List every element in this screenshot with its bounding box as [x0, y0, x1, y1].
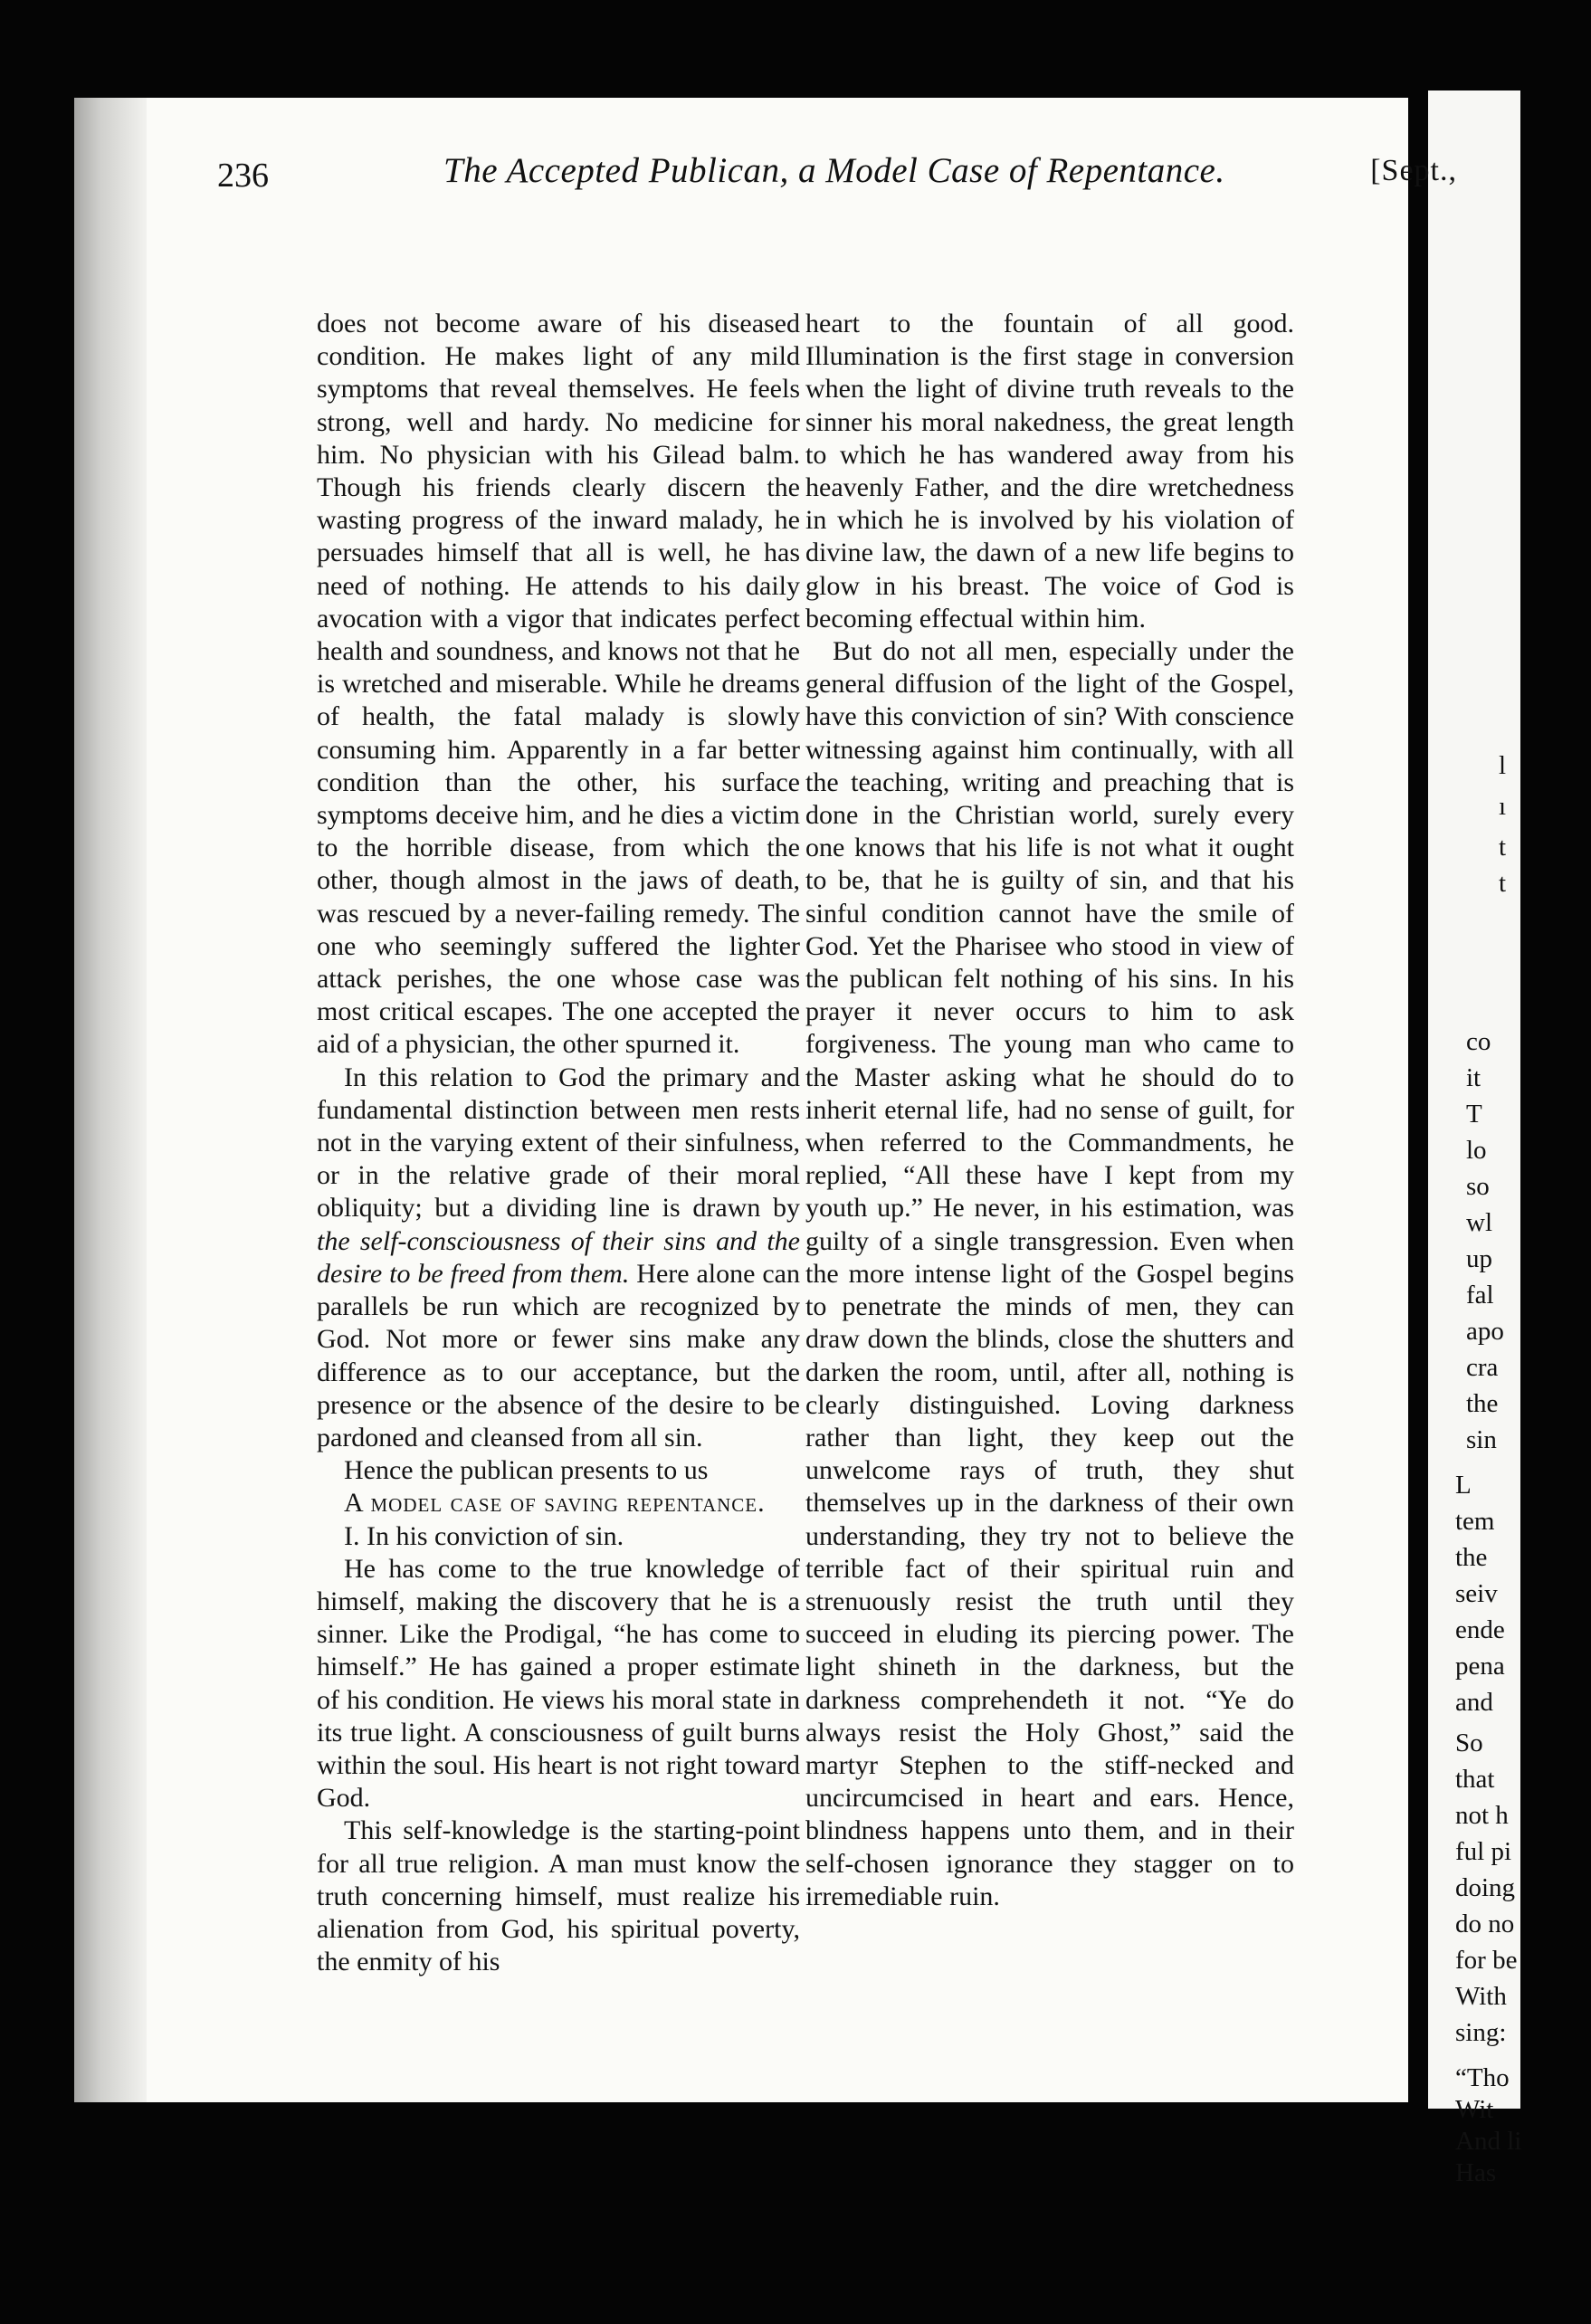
- gutter-shadow: [74, 98, 147, 2102]
- paragraph: does not become aware of his diseased condition. He makes light of any mild symptoms that reveal themselves. He feels strong, well and hardy. No medicine for him. No physician with his Gilead balm. Though his friends clearly discern the wasting progress of the inward malady, he persuades himself that all is well, he has need of nothing. He attends to his daily avocation with a vigor that indicates perfect health and soundness, and knows not that he is wretched and miserable. While he dreams of health, the fatal malady is slowly consuming him. Apparently in a far better condition than the other, his surface symptoms deceive him, and he dies a victim to the horrible disease, from which the other, though almost in the jaws of death, was rescued by a never-failing remedy. The one who seemingly suffered the lighter attack perishes, the one whose case was most critical escapes. The one accepted the aid of a physician, the other spurned it.: [317, 309, 800, 1060]
- facing-page-fragment: Has: [1455, 2158, 1497, 2187]
- facing-page-fragment: tem: [1455, 1507, 1495, 1536]
- right-column: [805, 308, 1294, 1913]
- facing-page-fragment: for be: [1455, 1946, 1518, 1975]
- paragraph: This self-knowledge is the starting-point for all true religion. A man must know the truth concerning himself, must realize his alienation from God, his spiritual poverty, the enmity of his: [317, 1815, 800, 1977]
- paragraph-text: Here alone can parallels be run which are recognized by God. Not more or fewer sins make any difference as to our acceptance, but the presence or the absence of the desire to be pardoned and cleansed from all sin.: [317, 1258, 800, 1452]
- facing-page-fragment: With: [1455, 1982, 1507, 2011]
- facing-page-fragment: ful pi: [1455, 1837, 1512, 1866]
- running-header: [217, 150, 1457, 205]
- facing-page-fragment: fal: [1466, 1281, 1494, 1310]
- subheading: I. In his conviction of sin.: [344, 1520, 624, 1551]
- facing-page-fragment: seiv: [1455, 1579, 1498, 1608]
- facing-page-fragment: up: [1466, 1244, 1492, 1273]
- paragraph: [317, 1062, 800, 1454]
- facing-page-fragment: pena: [1455, 1652, 1505, 1681]
- facing-page-fragment: L: [1455, 1471, 1472, 1500]
- facing-page-fragment: wl: [1466, 1208, 1492, 1237]
- facing-page-fragment: do no: [1455, 1910, 1515, 1938]
- facing-page-fragment: ende: [1455, 1615, 1505, 1644]
- running-title: The Accepted Publican, a Model Case of Repentance.: [443, 151, 1225, 190]
- facing-page-fragment: the: [1455, 1543, 1488, 1572]
- running-month: [Sept.,: [1370, 154, 1457, 187]
- facing-page-fragment: not h: [1455, 1801, 1509, 1830]
- paragraph: Hence the publican presents to us: [344, 1455, 709, 1486]
- facing-page-fragment: doing: [1455, 1873, 1516, 1902]
- facing-page-fragment: T: [1466, 1100, 1482, 1129]
- facing-page-fragment: so: [1466, 1172, 1490, 1201]
- paragraph: But do not all men, especially under the general diffusion of the light of the Gospel, have this conviction of sin? With conscience witnessing against him continually, with all the teaching, writing and preaching that is done in the Christian world, surely every one knows that his life is not what it ought to be, that he is guilty of sin, and that his sinful condition cannot have the smile of God. Yet the Pharisee who stood in view of the publican felt nothing of his sins. In his prayer it never occurs to him to ask forgiveness. The young man who came to the Master asking what he should do to inherit eternal life, had no sense of guilt, for when referred to the Commandments, he replied, “All these have I kept from my youth up.” He never, in his estimation, was guilty of a single transgression. Even when the more intense light of the Gospel begins to penetrate the minds of men, they can draw down the blinds, close the shutters and darken the room, until, after all, nothing is clearly distinguished. Loving darkness rather than light, they keep out the unwelcome rays of truth, they shut themselves up in the darkness of their own understanding, they try not to believe the terrible fact of their spiritual ruin and strenuously resist the truth until they succeed in eluding its piercing power. The light shineth in the darkness, but the darkness comprehendeth it not. “Ye do always resist the Holy Ghost,” said the martyr Stephen to the stiff-necked and uncircumcised in heart and ears. Hence, blindness happens unto them, and in their self-chosen ignorance they stagger on to irremediable ruin.: [805, 636, 1294, 1911]
- facing-page-fragment: Wit: [1455, 2095, 1494, 2124]
- paragraph: He has come to the true knowledge of himself, making the discovery that he is a sinner. Like the Prodigal, “he has come to himself.” He has gained a proper estimate of his condition. He views his moral state in its true light. A consciousness of guilt burns within the soul. His heart is not right toward God.: [317, 1553, 800, 1814]
- facing-page-fragment: and: [1455, 1688, 1493, 1717]
- paragraph-text: In this relation to God the primary and fundamental distinction between men rests not in the varying extent of their sinfulness, or in the relative grade of their moral obliquity; but a dividing line is drawn by: [317, 1062, 800, 1224]
- facing-page-fragment: sing:: [1455, 2018, 1507, 2047]
- facing-page-fragment: l: [1499, 751, 1507, 780]
- facing-page-fragment: lo: [1466, 1136, 1487, 1165]
- facing-page-fragment: it: [1466, 1063, 1481, 1092]
- facing-page-fragment: “Tho: [1455, 2063, 1510, 2092]
- facing-page-fragment: co: [1466, 1027, 1491, 1056]
- facing-page-fragment: sin: [1466, 1425, 1497, 1454]
- left-column: [317, 308, 800, 1978]
- facing-page-fragment: t: [1499, 869, 1507, 898]
- section-heading: A model case of saving repentance.: [344, 1488, 766, 1519]
- facing-page-fragment: And li: [1455, 2127, 1522, 2156]
- facing-page-fragment: ı: [1499, 792, 1507, 821]
- emphasis: the self-consciousness of their sins and the desire to be freed from them.: [317, 1225, 800, 1289]
- facing-page-fragment: apo: [1466, 1317, 1504, 1346]
- paragraph: heart to the fountain of all good. Illumination is the first stage in conversion when the light of divine truth reveals to the sinner his moral nakedness, the great length to which he has wandered away from his heavenly Father, and the dire wretchedness in which he is involved by his violation of divine law, the dawn of a new life begins to glow in his breast. The voice of God is becoming effectual within him.: [805, 309, 1294, 633]
- facing-page-fragment: the: [1466, 1389, 1499, 1418]
- facing-page-fragment: cra: [1466, 1353, 1499, 1382]
- facing-page-fragment: that: [1455, 1765, 1495, 1794]
- page-number: 236: [217, 157, 269, 195]
- facing-page: [1428, 90, 1522, 2187]
- facing-page-fragment: t: [1499, 833, 1507, 862]
- facing-page-fragment: So: [1455, 1729, 1483, 1757]
